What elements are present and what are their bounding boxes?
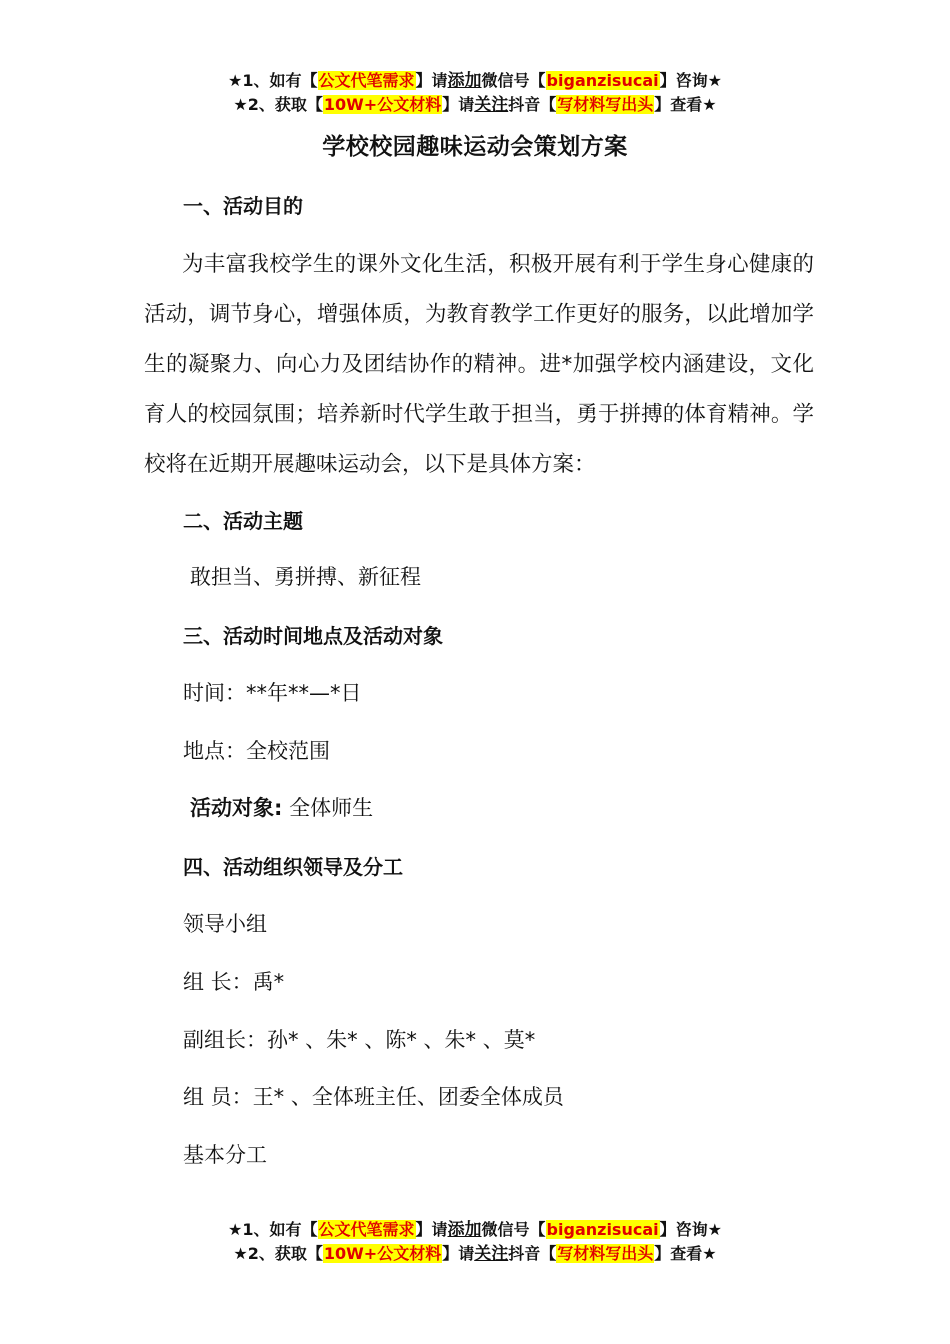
section-heading-theme: 二、活动主题 bbox=[183, 509, 303, 533]
banner-underline: 关注 bbox=[474, 1244, 509, 1264]
place-line: 地点：全校范围 bbox=[183, 739, 330, 763]
banner-text: 】请 bbox=[415, 1220, 448, 1239]
purpose-paragraph: 为丰富我校学生的课外文化生活，积极开展有利于学生身心健康的活动，调节身心，增强体质，为教育教学工作更好的服务，以此增加学生的凝聚力、向心力及团结协作的精神。进*加强学校内涵建设，文化育人的校园氛围；培养新时代学生敢于担当，勇于拼搏的体育精神。学校将在近期开展趣味运动会，以下是具体方案： bbox=[144, 252, 814, 477]
banner-text: 】查看★ bbox=[654, 1244, 717, 1263]
banner-highlight: 写材料写出头 bbox=[557, 95, 654, 114]
time-line: 时间：**年**—*日 bbox=[183, 681, 362, 705]
header-banner bbox=[0, 69, 950, 117]
section-heading-purpose: 一、活动目的 bbox=[183, 194, 303, 218]
banner-highlight: 公文代笔需求 bbox=[318, 71, 415, 90]
banner-text: 】咨询★ bbox=[659, 1220, 722, 1239]
members-line: 组 员：王* 、全体班主任、团委全体成员 bbox=[183, 1085, 564, 1109]
banner-highlight: 公文代笔需求 bbox=[318, 1220, 415, 1239]
banner-highlight: biganzisucai bbox=[546, 71, 659, 90]
section-heading-organization: 四、活动组织领导及分工 bbox=[183, 855, 403, 879]
banner-text: 】咨询★ bbox=[659, 71, 722, 90]
banner-text: 】请 bbox=[442, 1244, 475, 1263]
target-line bbox=[190, 792, 373, 822]
banner-line-2 bbox=[0, 93, 950, 117]
group-title: 领导小组 bbox=[183, 912, 267, 936]
section-heading-time-place: 三、活动时间地点及活动对象 bbox=[183, 624, 443, 648]
banner-underline: 添加 bbox=[447, 1220, 482, 1240]
banner-underline: 关注 bbox=[474, 95, 509, 115]
banner-highlight: biganzisucai bbox=[546, 1220, 659, 1239]
vice-leader-line: 副组长：孙* 、朱* 、陈* 、朱* 、莫* bbox=[183, 1028, 536, 1052]
banner-line-1 bbox=[0, 69, 950, 93]
banner-text: ★1、如有【 bbox=[228, 71, 318, 90]
banner-text: ★1、如有【 bbox=[228, 1220, 318, 1239]
banner-text: 】请 bbox=[442, 95, 475, 114]
banner-highlight: 写材料写出头 bbox=[557, 1244, 654, 1263]
banner-text: 抖音【 bbox=[508, 95, 557, 114]
banner-highlight: 10W+公文材料 bbox=[323, 95, 442, 114]
banner-text: 】查看★ bbox=[654, 95, 717, 114]
target-value: 全体师生 bbox=[289, 796, 374, 820]
leader-line: 组 长：禹* bbox=[183, 970, 285, 994]
banner-text: 抖音【 bbox=[508, 1244, 557, 1263]
banner-highlight: 10W+公文材料 bbox=[323, 1244, 442, 1263]
banner-line-2 bbox=[0, 1242, 950, 1266]
banner-text: 微信号【 bbox=[481, 71, 546, 90]
banner-text: 微信号【 bbox=[481, 1220, 546, 1239]
target-label: 活动对象: bbox=[190, 796, 283, 820]
footer-banner bbox=[0, 1218, 950, 1266]
banner-line-1 bbox=[0, 1218, 950, 1242]
theme-text: 敢担当、勇拼搏、新征程 bbox=[190, 565, 421, 589]
banner-underline: 添加 bbox=[447, 71, 482, 91]
division-title: 基本分工 bbox=[183, 1143, 267, 1167]
document-title: 学校校园趣味运动会策划方案 bbox=[322, 134, 628, 160]
banner-text: ★2、获取【 bbox=[233, 1244, 323, 1263]
banner-text: ★2、获取【 bbox=[233, 95, 323, 114]
banner-text: 】请 bbox=[415, 71, 448, 90]
